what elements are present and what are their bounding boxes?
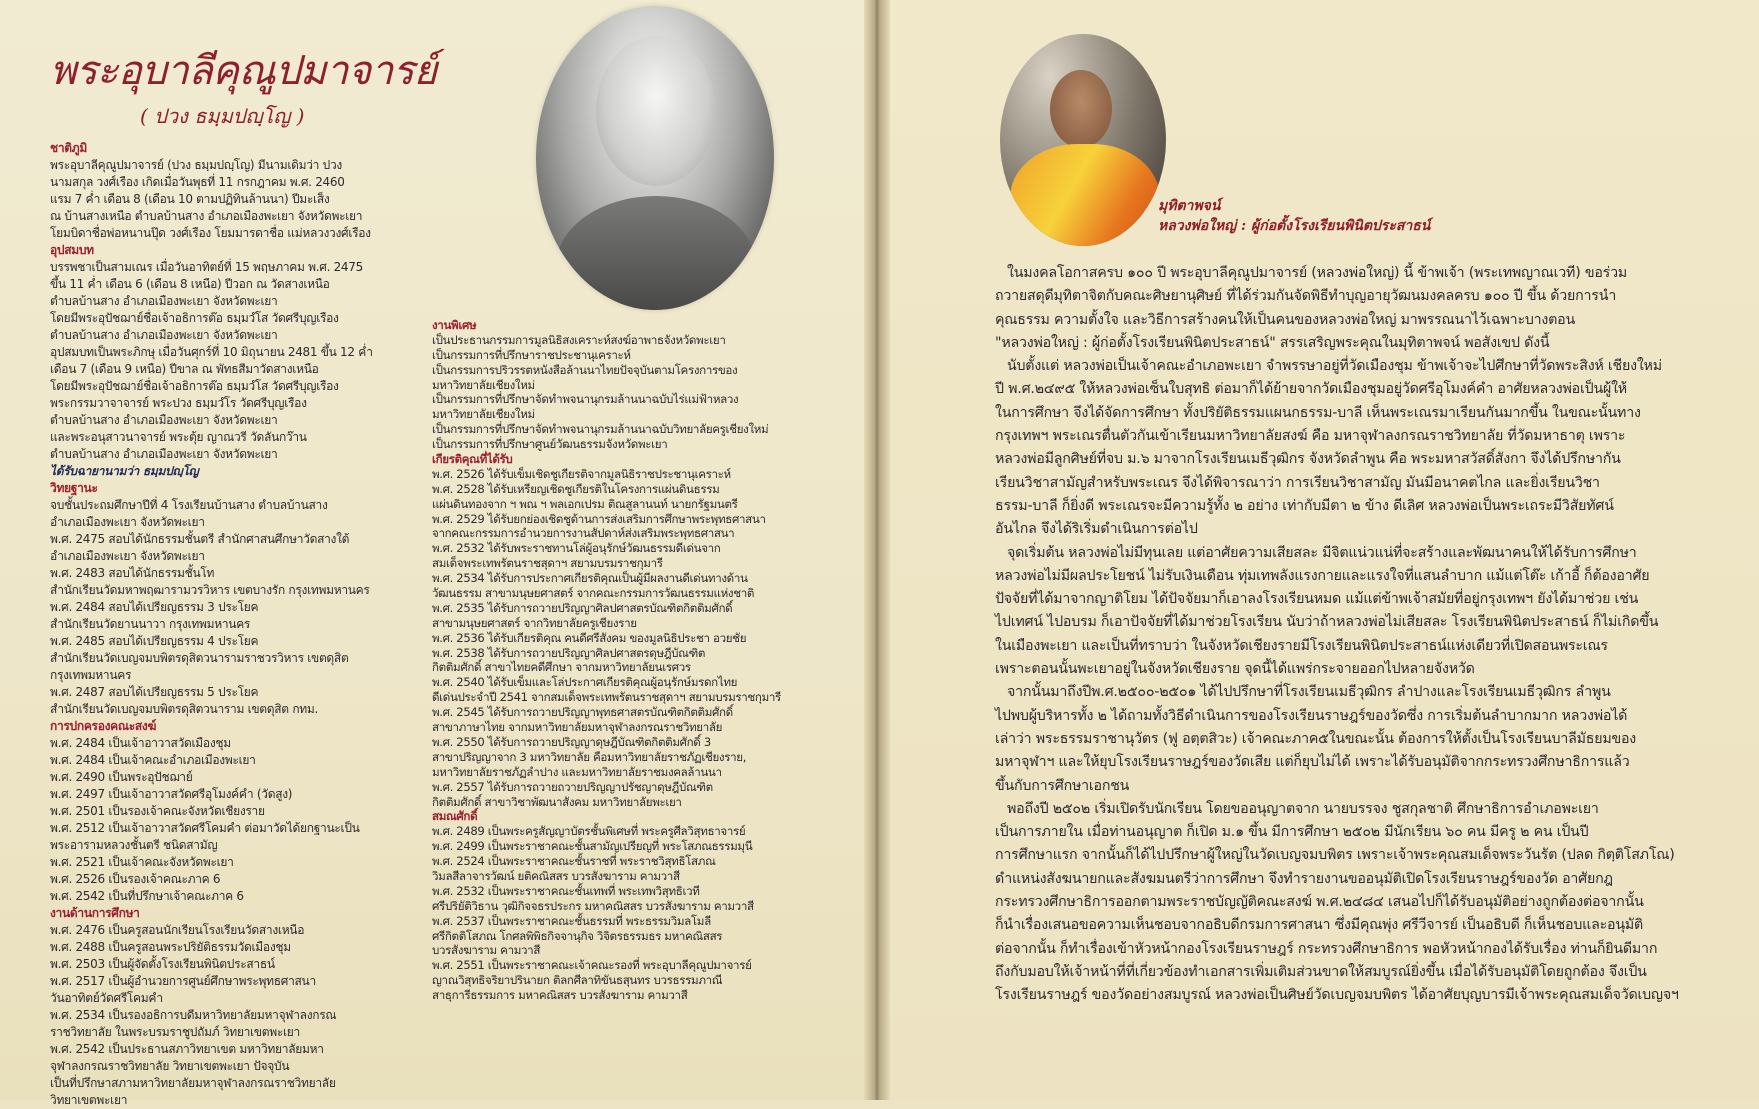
text-line: พ.ศ. 2484 เป็นเจ้าอาวาสวัดเมืองชุม (50, 736, 231, 750)
text-line: พ.ศ. 2528 ได้รับเหรียญเชิดชูเกียรติในโครงการแผ่นดินธรรม (432, 481, 720, 496)
text-line: กระทรวงศึกษาธิการออกตามพระราชบัญญัติคณะสงฆ์ พ.ศ.๒๔๘๔ เสนอไปก็ได้รับอนุมัติอย่างถูกต้องต่อจากนั้น (995, 894, 1644, 911)
text-line: พ.ศ. 2534 เป็นรองอธิการบดีมหาวิทยาลัยมหาจุฬาลงกรณ (50, 1008, 337, 1022)
text-line: หลวงพ่อมีลูกศิษย์ที่จบ ม.๖ มาจากโรงเรียนเมธีวุฒิกร จังหวัดลำพูน คือ พระมหาสวัสดิ์สังกา จึงได้ปรึกษากัน (995, 451, 1621, 468)
text-line: พ.ศ. 2542 เป็นประธานสภาวิทยาเขต มหาวิทยาลัยมหา (50, 1042, 324, 1056)
text-line: ก็นำเรื่องเสนอขอความเห็นชอบจากอธิบดีกรมการศาสนา ซึ่งมีคุณพุ่ง ศรีวีจารย์ เป็นอธิบดี ก็เห็นชอบและอนุมัติ (995, 917, 1643, 934)
text-line: ตำบลบ้านสาง อำเภอเมืองพะเยา จังหวัดพะเยา (50, 328, 278, 342)
text-line: ดำแหน่งสังฆนายกและสังฆมนตรีว่าการศึกษา จึงทำรายงานขออนุมัติเปิดโรงเรียนราษฎร์ของวัด อาศัยกฎ (995, 870, 1613, 887)
text-line: อุปสมบทเป็นพระภิกษุ เมื่อวันศุกร์ที่ 10 มิถุนายน 2481 ขึ้น 12 ค่ำ (50, 345, 373, 359)
text-line: กิตติมศักดิ์ สาขาวิชาพัฒนาสังคม มหาวิทยาลัยพะเยา (432, 794, 682, 809)
text-line: เป็นกรรมการที่ปรึกษาจัดทำพจนานุกรมล้านนาฉบับไร่แม่ฟ้าหลวง (432, 392, 739, 407)
portrait-robe (556, 196, 756, 310)
text-line: พ.ศ. 2524 เป็นพระราชาคณะชั้นราชที่ พระราชวิสุทธิโสภณ (432, 854, 716, 869)
text-line: โดยมีพระอุปัชฌาย์ชื่อเจ้าอธิการต๊อ ธมฺมวํโส วัดศรีบุญเรือง (50, 379, 339, 393)
text-line: พ.ศ. 2476 เป็นครูสอนนักเรียนโรงเรียนวัดสางเหนือ (50, 923, 305, 937)
text-line: ในเมืองพะเยา และเป็นที่ทราบว่า ในจังหวัดเชียงรายมีโรงเรียนพินิตประสาธน์แห่งเดียวที่เปิดสอนพระเณร (995, 637, 1608, 654)
text-line: ไปเทศน์ ไปอบรม ก็เอาปัจจัยที่ได้มาช่วยโรงเรียน นับว่าถ้าหลวงพ่อไม่เสียสละ โรงเรียนพินิตประสาธน์ ก็ไม่เกิดขึ้น (995, 614, 1659, 631)
text-line: พ.ศ. 2537 เป็นพระราชาคณะชั้นธรรมที่ พระธรรมวิมลโมลี (432, 913, 711, 928)
text-line: สำนักเรียนวัดเบญจมบพิตรดุสิตวนาราม เขตดุสิต กทม. (50, 702, 319, 716)
text-line: เดือน 7 (เดือน 9 เหนือ) ปีขาล ณ พัทธสีมาวัดสางเหนือ (50, 362, 319, 376)
text-line: พระอารามหลวงชั้นตรี ชนิดสามัญ (50, 838, 218, 852)
text-line: พ.ศ. 2540 ได้รับเข็มและโล่ประกาศเกียรติคุณผู้อนุรักษ์มรดกไทย (432, 675, 738, 690)
page-title: พระอุบาลีคุณูปมาจารย์ (50, 48, 437, 94)
text-line: วิทยาเขตพะเยา (50, 1093, 128, 1107)
text-line: จุดเริ่มต้น หลวงพ่อไม่มีทุนเลย แต่อาศัยความเสียสละ มีจิตแน่วแน่ที่จะสร้างและพัฒนาคนให้ได้รับการศึกษา (1007, 544, 1637, 561)
text-line: อำเภอเมืองพะเยา จังหวัดพะเยา (50, 515, 205, 529)
text-line: พ.ศ. 2542 เป็นที่ปรึกษาเจ้าคณะภาค 6 (50, 889, 244, 903)
text-line: พ.ศ. 2550 ได้รับการถวายปริญญาดุษฎีบัณฑิตกิตติมศักดิ์ 3 (432, 734, 711, 749)
text-line: เป็นกรรมการที่ปรึกษาศูนย์วัฒนธรรมจังหวัดพะเยา (432, 437, 668, 452)
section-heading: สมณศักดิ์ (432, 809, 478, 824)
text-line: อันไกล จึงได้ริเริ่มดำเนินการต่อไป (995, 521, 1198, 538)
text-line: พ.ศ. 2529 ได้รับยกย่องเชิดชูด้านการส่งเสริมการศึกษาพระพุทธศาสนา (432, 511, 766, 526)
text-line: โดยมีพระอุปัชฌาย์ชื่อเจ้าอธิการต๊อ ธมฺมวํโส วัดศรีบุญเรือง (50, 311, 339, 325)
text-line: นับตั้งแต่ หลวงพ่อเป็นเจ้าคณะอำเภอพะเยา จำพรรษาอยู่ที่วัดเมืองชุม ข้าพเจ้าจะไปศึกษาที่วัดพระสิงห์ เชียงใหม่ (1007, 358, 1662, 375)
text-line: ตำบลบ้านสาง อำเภอเมืองพะเยา จังหวัดพะเยา (50, 294, 278, 308)
text-line: ในการศึกษา จึงได้จัดการศึกษา ทั้งปริยัติธรรมแผนกธรรม-บาลี เห็นพระเณรมาเรียนกันมากขึ้น ในขณะนั้นทาง (995, 404, 1641, 421)
section-heading: งานด้านการศึกษา (50, 906, 140, 920)
text-line: พ.ศ. 2532 เป็นพระราชาคณะชั้นเทพที่ พระเทพวิสุทธิเวที (432, 883, 700, 898)
text-line: มหาวิทยาลัยเชียงใหม่ (432, 407, 535, 422)
text-line: ขึ้น 11 ค่ำ เดือน 6 (เดือน 8 เหนือ) ปีวอก ณ วัดสางเหนือ (50, 277, 330, 291)
section-heading: งานพิเศษ (432, 318, 477, 332)
text-line: ตำบลบ้านสาง อำเภอเมืองพะเยา จังหวัดพะเยา (50, 447, 278, 461)
text-line: พ.ศ. 2488 เป็นครูสอนพระปริยัติธรรมวัดเมืองชุม (50, 940, 291, 954)
text-line: สาธุการีธรรมการ มหาคณิสสร บวรสังฆาราม คามวาสี (432, 988, 688, 1003)
caption-subtitle: หลวงพ่อใหญ่ : ผู้ก่อตั้งโรงเรียนพินิตประสาธน์ (1158, 218, 1431, 234)
text-line: ธรรม-บาลี ก็ยิ่งดี พระเณรจะมีความรู้ทั้ง ๒ อย่าง เท่ากับมีตา ๒ ข้าง ดีเลิศ หลวงพ่อเป็นพระเถระมีวิสัยทัศน์ (995, 497, 1614, 514)
text-line: พ.ศ. 2489 เป็นพระครูสัญญาบัตรชั้นพิเศษที่ พระครูศีลวิสุทธาจารย์ (432, 824, 746, 839)
text-line: พ.ศ. 2497 เป็นเจ้าอาวาสวัดศรีอุโมงค์คำ (วัดสูง) (50, 787, 293, 801)
text-line: เป็นกรรมการปริวรรตหนังสือล้านนาไทยปัจจุบันตามโครงการของ (432, 362, 738, 377)
text-line: ในมงคลโอกาสครบ ๑๐๐ ปี พระอุบาลีคุณูปมาจารย์ (หลวงพ่อใหญ่) นี้ ข้าพเจ้า (พระเทพญาณเวที) ขอร่วม (1007, 265, 1627, 281)
biography-column (50, 140, 373, 1109)
text-line: เป็นการภายใน เมื่อท่านอนุญาต ก็เปิด ม.๑ ขึ้น มีการศึกษา ๒๕๐๒ มีนักเรียน ๖๐ คน มีครู ๒ คน เป็นปี (995, 824, 1589, 841)
honors-column (432, 318, 781, 1003)
text-line: ดีเด่นประจำปี 2541 จากสมเด็จพระเทพรัตนราชสุดาฯ สยามบรมราชกุมารี (432, 690, 781, 705)
text-line: กรุงเทพฯ พระเณรตื่นตัวกันเข้าเรียนมหาวิทยาลัยสงฆ์ คือ มหาจุฬาลงกรณราชวิทยาลัย ที่วัดมหาธาตุ เพราะ (995, 428, 1626, 445)
text-line: เพราะตอนนั้นพะเยาอยู่ในจังหวัดเชียงราย จุดนี้ได้แพร่กระจายออกไปหลายจังหวัด (995, 661, 1475, 678)
text-line: ปี พ.ศ.๒๔๙๕ ให้หลวงพ่อเซ็นใบสุทธิ ต่อมาก็ได้ย้ายจากวัดเมืองชุมอยู่วัดศรีอุโมงค์คำ อาศัยหลวงพ่อเป็นผู้ให้ (995, 381, 1627, 398)
text-line: มหาจุฬาฯ และให้ยุบโรงเรียนราษฎร์ของวัดเสีย แต่ก็ยุบไม่ได้ เพราะได้รับอนุมัติจากกระทรวงศึกษาธิการแล้ว (995, 754, 1630, 771)
monk-portrait-photo (536, 6, 774, 310)
text-line: พ.ศ. 2538 ได้รับการถวายปริญญาศิลปศาสตรดุษฎีบัณฑิต (432, 645, 706, 660)
text-line: สำนักเรียนวัดยานนาวา กรุงเทพมหานคร (50, 617, 251, 631)
text-line: สมเด็จพระเทพรัตนราชสุดาฯ สยามบรมราชกุมารี (432, 556, 663, 571)
text-line: ศรีกิตติโสภณ โกศลพิพิธกิจจานุกิจ วิจิตรธรรมธร มหาคณิสสร (432, 928, 723, 943)
text-line: จบชั้นประถมศึกษาปีที่ 4 โรงเรียนบ้านสาง ตำบลบ้านสาง (50, 498, 328, 512)
text-line: จุฬาลงกรณราชวิทยาลัย วิทยาเขตพะเยา ปัจจุบัน (50, 1059, 290, 1073)
book-gutter (864, 0, 890, 1100)
text-line: พ.ศ. 2484 สอบได้เปรียญธรรม 3 ประโยค (50, 600, 259, 614)
text-line: ราชวิทยาลัย ในพระบรมราชูปถัมภ์ วิทยาเขตพะเยา (50, 1025, 300, 1039)
text-line: ไปพบผู้บริหารทั้ง ๒ ได้ถามทั้งวิธีดำเนินการของโรงเรียนราษฎร์ของวัดซึ่ง การเริ่มต้นลำบากมาก หลวงพ่อได้ (995, 707, 1628, 724)
text-line: ถึงกับมอบให้เจ้าหน้าที่ที่เกี่ยวข้องทำเอกสารเพิ่มเติมส่วนขาดให้สมบูรณ์ยิ่งขึ้น เมื่อได้รับอนุมัติโดยถูกต้อง จึงเป็น (995, 963, 1647, 980)
text-line: แรม 7 ค่ำ เดือน 8 (เดือน 10 ตามปฏิทินล้านนา) ปีมะเส็ง (50, 192, 330, 206)
text-line: พ.ศ. 2532 ได้รับพระราชทานโล่ผู้อนุรักษ์วัฒนธรรมดีเด่นจาก (432, 541, 721, 556)
text-line: คุณธรรม ความตั้งใจ และวิธีการสร้างคนให้เป็นคนของหลวงพ่อใหญ่ มาพรรณนาไว้เฉพาะบางตอน (995, 311, 1575, 328)
photo-caption (1158, 196, 1430, 236)
text-line: และพระอนุสาวนาจารย์ พระตุ้ย ญาณวรี วัดลันกว๊าน (50, 430, 307, 444)
text-line: สาขาภาษาไทย จากมหาวิทยาลัยมหาจุฬาลงกรณราชวิทยาลัย (432, 720, 723, 735)
page-subtitle: ( ปวง ธมฺมปญฺโญ ) (140, 104, 305, 128)
text-line: ตำบลบ้านสาง อำเภอเมืองพะเยา จังหวัดพะเยา (50, 413, 278, 427)
text-line: พ.ศ. 2545 ได้รับการถวายปริญญาพุทธศาสตรบัณฑิตกิตติมศักดิ์ (432, 705, 733, 720)
text-line: เป็นกรรมการที่ปรึกษาราชประชานุเคราะห์ (432, 347, 631, 362)
text-line: ถวายสดุดีมุทิตาจิตกับคณะศิษยานุศิษย์ ที่ได้ร่วมกันจัดพิธีทำบุญอายุวัฒนมงคลครบ ๑๐๐ ปี ขึ้น ด้วยการนำ (995, 288, 1617, 305)
photo-orange-robe (1010, 144, 1160, 246)
text-line: พ.ศ. 2526 ได้รับเข็มเชิดชูเกียรติจากมูลนิธิราชประชานุเคราะห์ (432, 466, 731, 481)
text-line: ขึ้นกับการศึกษาเอกชน (995, 777, 1130, 794)
text-line: สาขาปริญญาจาก 3 มหาวิทยาลัย คือมหาวิทยาลัยราชภัฏเชียงราย, (432, 749, 747, 764)
text-line: เป็นที่ปรึกษาสภามหาวิทยาลัยมหาจุฬาลงกรณราชวิทยาลัย (50, 1076, 336, 1090)
text-line: กรุงเทพมหานคร (50, 668, 132, 682)
text-line: มหาวิทยาลัยเชียงใหม่ (432, 377, 535, 392)
text-line: นามสกุล วงศ์เรือง เกิดเมื่อวันพุธที่ 11 กรกฎาคม พ.ศ. 2460 (50, 175, 345, 189)
text-line: พ.ศ. 2551 เป็นพระราชาคณะเจ้าคณะรองที่ พระอุบาลีคุณูปมาจารย์ (432, 958, 752, 973)
monk-color-photo (1000, 34, 1166, 246)
text-line: พ.ศ. 2499 เป็นพระราชาคณะชั้นสามัญเปรียญที่ พระโสภณธรรมมุนี (432, 839, 753, 854)
photo-face (1050, 70, 1112, 148)
text-line: หลวงพ่อไม่มีผลประโยชน์ ไม่รับเงินเดือน ทุ่มเทพลังแรงกายและแรงใจที่แสนลำบาก แม้แต่โต๊ะ เก้าอี้ ก็ต้องอาศัย (995, 567, 1650, 584)
text-line: เป็นกรรมการที่ปรึกษาจัดทำพจนานุกรมล้านนาฉบับวิทยาลัยครูเชียงใหม่ (432, 422, 769, 437)
portrait-head (596, 36, 716, 186)
text-line: วัฒนธรรม สาขามนุษยศาสตร์ จากคณะกรรมการวัฒนธรรมแห่งชาติ (432, 586, 755, 601)
section-heading: อุปสมบท (50, 243, 94, 257)
text-line: อำเภอเมืองพะเยา จังหวัดพะเยา (50, 549, 205, 563)
text-line: พ.ศ. 2484 เป็นเจ้าคณะอำเภอเมืองพะเยา (50, 753, 256, 767)
text-line: พ.ศ. 2490 เป็นพระอุปัชฌาย์ (50, 770, 193, 784)
text-line: พ.ศ. 2475 สอบได้นักธรรมชั้นตรี สำนักศาสนศึกษาวัดสางใต้ (50, 532, 350, 546)
text-line: พระกรรมวาจาจารย์ พระปวง ธมฺมวํโร วัดศรีบุญเรือง (50, 396, 307, 410)
tribute-body (995, 262, 1679, 1008)
text-line: ศรีปริยัติวิธาน วุฒิกิจจธรประกร มหาคณิสสร บวรสังฆาราม คามวาสี (432, 898, 754, 913)
text-line: พ.ศ. 2534 ได้รับการประกาศเกียรติคุณเป็นผู้มีผลงานดีเด่นทางด้าน (432, 571, 748, 586)
text-line: จากคณะกรรมการอำนวยการงานสัปดาห์ส่งเสริมพระพุทธศาสนา (432, 526, 735, 541)
text-line: พ.ศ. 2485 สอบได้เปรียญธรรม 4 ประโยค (50, 634, 259, 648)
section-heading: วิทยฐานะ (50, 481, 98, 495)
section-heading: การปกครองคณะสงฆ์ (50, 719, 157, 733)
text-line: พ.ศ. 2487 สอบได้เปรียญธรรม 5 ประโยค (50, 685, 259, 699)
text-line: เล่าว่า พระธรรมราชานุวัตร (ฟู อตฺตสิวะ) เจ้าคณะภาค๕ในขณะนั้น ต้องการให้ตั้งเป็นโรงเรียนบาลีมัธยมของ (995, 730, 1637, 747)
text-line: วันอาทิตย์วัดศรีโคมคำ (50, 991, 163, 1005)
text-line: สำนักเรียนวัดเบญจมบพิตรดุสิตวนารามราชวรวิหาร เขตดุสิต (50, 651, 349, 665)
text-line: พ.ศ. 2526 เป็นรองเจ้าคณะภาค 6 (50, 872, 221, 886)
text-line: ปัจจัยที่ได้มาจากญาติโยม ได้ปัจจัยมาก็เอาลงโรงเรียนหมด แม้แต่ข้าพเจ้าสมัยที่อยู่กรุงเทพฯ ยังได้มาช่วย เช่น (995, 591, 1639, 608)
text-line: พ.ศ. 2512 เป็นเจ้าอาวาสวัดศรีโคมคำ ต่อมาวัดได้ยกฐานะเป็น (50, 821, 360, 835)
text-line: พ.ศ. 2517 เป็นผู้อำนวยการศูนย์ศึกษาพระพุทธศาสนา (50, 974, 316, 988)
text-line: โรงเรียนราษฎร์ ของวัดอย่างสมบูรณ์ หลวงพ่อเป็นศิษย์วัดเบญจมบพิตร ได้อาศัยบุญบารมีเจ้าพระคุณสมเด็จวัดเบญจฯ (995, 987, 1679, 1004)
ordination-name: ได้รับฉายานามว่า ธมฺมปญฺโญ (50, 464, 199, 478)
text-line: กิตติมศักดิ์ สาขาไทยคดีศึกษา จากมหาวิทยาลัยนเรศวร (432, 660, 691, 675)
text-line: สาขามนุษยศาสตร์ จากวิทยาลัยครูเชียงราย (432, 615, 637, 630)
text-line: การศึกษาแรก จากนั้นก็ได้ไปปรึกษาผู้ใหญ่ในวัดเบญจมบพิตร เพราะเจ้าพระคุณสมเด็จพระวันรัต (ปลด กิตฺติโสภโณ) (995, 847, 1675, 864)
text-line: พ.ศ. 2501 เป็นรองเจ้าคณะจังหวัดเชียงราย (50, 804, 265, 818)
caption-title: มุทิตาพจน์ (1158, 198, 1221, 214)
text-line: พ.ศ. 2483 สอบได้นักธรรมชั้นโท (50, 566, 215, 580)
text-line: "หลวงพ่อใหญ่ : ผู้ก่อตั้งโรงเรียนพินิตประสาธน์" สรรเสริญพระคุณในมุทิตาพจน์ พอสังเขป ดังนี้ (995, 334, 1550, 351)
text-line: พ.ศ. 2536 ได้รับเกียรติคุณ คนดีศรีสังคม ของมูลนิธิประชา อวยชัย (432, 630, 747, 645)
text-line: บวรสังฆาราม คามวาสี (432, 943, 541, 958)
section-heading: เกียรติคุณที่ได้รับ (432, 452, 513, 467)
text-line: พ.ศ. 2557 ได้รับการถวายถวายปริญญาปรัชญาดุษฎีบัณฑิต (432, 779, 713, 794)
text-line: พอถึงปี ๒๕๐๒ เริ่มเปิดรับนักเรียน โดยขออนุญาตจาก นายบรรจง ชูสกุลชาติ ศึกษาธิการอำเภอพะเยา (1007, 800, 1599, 817)
text-line: ต่อจากนั้น ก็ทำเรื่องเข้าหัวหน้ากองโรงเรียนราษฎร์ กระทรวงศึกษาธิการ พอหัวหน้ากองได้รับเรื่อง ท่านก็ยินดีมาก (995, 940, 1658, 957)
section-heading: ชาติภูมิ (50, 141, 87, 155)
text-line: ณ บ้านสางเหนือ ตำบลบ้านสาง อำเภอเมืองพะเยา จังหวัดพะเยา (50, 209, 363, 223)
text-line: เป็นประธานกรรมการมูลนิธิสงเคราะห์สงฆ์อาพาธจังหวัดพะเยา (432, 332, 726, 347)
text-line: แผ่นดินทองจาก ฯ พณ ฯ พลเอกเปรม ติณสูลานนท์ นายกรัฐมนตรี (432, 496, 738, 511)
text-line: พ.ศ. 2535 ได้รับการถวายปริญญาศิลปศาสตรบัณฑิตกิตติมศักดิ์ (432, 600, 733, 615)
text-line: พระอุบาลีคุณูปมาจารย์ (ปวง ธมฺมปญฺโญ) มีนามเดิมว่า ปวง (50, 158, 342, 172)
text-line: พ.ศ. 2503 เป็นผู้จัดตั้งโรงเรียนพินิตประสาธน์ (50, 957, 275, 971)
text-line: โยมบิดาชื่อพ่อหนานปุ๊ด วงศ์เรือง โยมมารดาชื่อ แม่หลวงวงศ์เรือง (50, 226, 371, 240)
text-line: บรรพชาเป็นสามเณร เมื่อวันอาทิตย์ที่ 15 พฤษภาคม พ.ศ. 2475 (50, 260, 363, 274)
text-line: สำนักเรียนวัดมหาพฤฒารามวรวิหาร เขตบางรัก กรุงเทพมหานคร (50, 583, 370, 597)
text-line: เรียนวิชาสามัญสำหรับพระเณร จึงได้พิจารณาว่า การเรียนวิชาสามัญ มันมีอนาคตไกล และยิ่งเรียนวิชา (995, 474, 1600, 491)
text-line: มหาวิทยาลัยราชภัฏลำปาง และมหาวิทยาลัยราชมงคลล้านนา (432, 764, 722, 779)
text-line: พ.ศ. 2521 เป็นเจ้าคณะจังหวัดพะเยา (50, 855, 234, 869)
text-line: ญาณวิสุทธิจริยาปรินายก ติลกศีลาทิขันธสุนทร บวรธรรมภาณี (432, 973, 723, 988)
text-line: จากนั้นมาถึงปีพ.ศ.๒๕๐๐-๒๕๐๑ ได้ไปปรึกษาที่โรงเรียนเมธีวุฒิกร ลำปางและโรงเรียนเมธีวุฒิกร ลำพูน (1007, 684, 1611, 701)
text-line: วิมลสีลาจารวัฒน์ ยติคณิสสร บวรสังฆาราม คามวาสี (432, 868, 680, 883)
